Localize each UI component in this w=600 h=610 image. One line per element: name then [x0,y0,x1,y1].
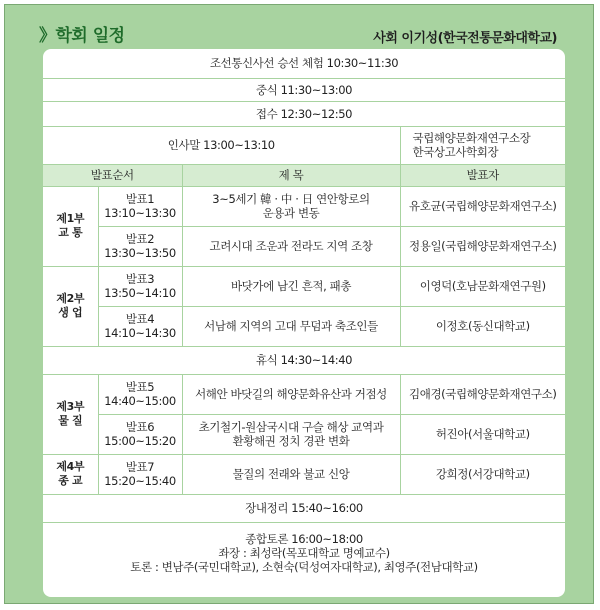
greeting-speaker-2: 한국상고사학회장 [412,145,499,159]
session-1-label: 제1부 교 통 [43,186,98,266]
talk-title: 초기철기-원삼국시대 구슬 해상 교역과 환황해권 정치 경관 변화 [182,414,400,454]
row-lunch: 중식 11:30~13:00 [43,78,565,101]
row-break: 휴식 14:30~14:40 [43,346,565,374]
table-row [43,414,565,454]
table-row [43,306,565,346]
talk-title: 서해안 바닷길의 해양문화유산과 거점성 [182,374,400,414]
talk-presenter: 유호균(국립해양문화재연구소) [400,186,565,226]
table-row [43,454,565,494]
talk-slot: 발표4 14:10~14:30 [98,306,182,346]
session-2-label: 제2부 생 업 [43,266,98,346]
discussion-panel: 토론 : 변남주(국민대학교), 소현숙(덕성여자대학교), 최영주(전남대학교) [130,560,478,575]
talk-presenter: 이영덕(호남문화재연구원) [400,266,565,306]
table-row [43,186,565,226]
discussion-chair: 좌장 : 최성락(목포대학교 명예교수) [218,546,390,561]
talk-slot: 발표2 13:30~13:50 [98,226,182,266]
table-row [43,266,565,306]
row-ship-experience: 조선통신사선 승선 체험 10:30~11:30 [43,49,565,78]
schedule-title: 》학회 일정 [39,26,125,46]
moderator-credit: 사회 이기성(한국전통문화대학교) [373,31,557,46]
column-header-presenter: 발표자 [400,164,565,186]
column-header-topic: 제 목 [182,164,400,186]
talk-slot: 발표6 15:00~15:20 [98,414,182,454]
talk-title: 서남해 지역의 고대 무덤과 축조인들 [182,306,400,346]
talk-slot: 발표1 13:10~13:30 [98,186,182,226]
talk-presenter: 강희정(서강대학교) [400,454,565,494]
talk-presenter: 정용일(국립해양문화재연구소) [400,226,565,266]
table-row [43,374,565,414]
row-cleanup: 장내정리 15:40~16:00 [43,494,565,522]
schedule-table [43,49,565,584]
greeting-speakers [400,126,565,164]
talk-presenter: 이정호(동신대학교) [400,306,565,346]
talk-slot: 발표5 14:40~15:00 [98,374,182,414]
talk-title: 고려시대 조운과 전라도 지역 조창 [182,226,400,266]
row-discussion [43,522,565,584]
column-header-order: 발표순서 [43,164,182,186]
talk-title: 바닷가에 남긴 흔적, 패총 [182,266,400,306]
talk-presenter: 김애경(국립해양문화재연구소) [400,374,565,414]
talk-title: 물질의 전래와 불교 신앙 [182,454,400,494]
row-registration: 접수 12:30~12:50 [43,101,565,126]
schedule-panel [4,4,594,604]
discussion-time: 종합토론 16:00~18:00 [245,532,363,547]
session-3-label: 제3부 물 질 [43,374,98,454]
greeting-speaker-1: 국립해양문화재연구소장 [412,131,531,145]
table-row [43,226,565,266]
session-4-label: 제4부 종 교 [43,454,98,494]
talk-title: 3~5세기 韓 · 中 · 日 연안항로의 운용과 변동 [182,186,400,226]
talk-slot: 발표3 13:50~14:10 [98,266,182,306]
talk-presenter: 허진아(서울대학교) [400,414,565,454]
schedule-table-card [43,49,565,597]
row-greeting: 인사말 13:00~13:10 [43,126,400,164]
talk-slot: 발표7 15:20~15:40 [98,454,182,494]
